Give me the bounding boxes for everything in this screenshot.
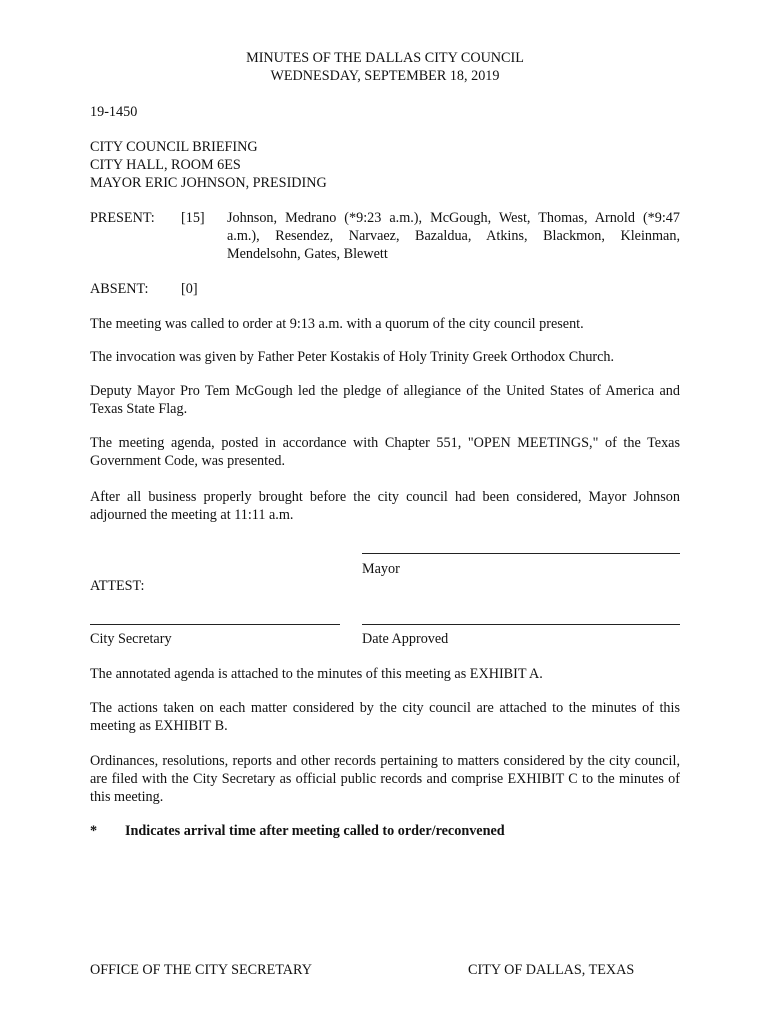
pledge-paragraph: Deputy Mayor Pro Tem McGough led the pledge of allegiance of the United States of America and Texas State Flag. [90, 383, 680, 417]
call-to-order-paragraph: The meeting was called to order at 9:13 a.m. with a quorum of the city council present. [90, 316, 584, 332]
exhibit-c-paragraph: Ordinances, resolutions, reports and other records pertaining to matters considered by the city council, are filed with the City Secretary as official public records and comprise EXHIBIT C to the minutes of this meeting. [90, 753, 680, 805]
invocation-paragraph: The invocation was given by Father Peter Kostakis of Holy Trinity Greek Orthodox Church. [90, 349, 615, 365]
absent-label: ABSENT: [90, 281, 149, 297]
date-approved-line [362, 624, 680, 625]
meeting-type: CITY COUNCIL BRIEFING [90, 139, 258, 155]
city-secretary-signature-line [90, 624, 340, 625]
meeting-location: CITY HALL, ROOM 6ES [90, 157, 241, 173]
mayor-signature-label: Mayor [362, 561, 400, 577]
footnote-text: Indicates arrival time after meeting called to order/reconvened [125, 823, 505, 839]
present-members: Johnson, Medrano (*9:23 a.m.), McGough, West, Thomas, Arnold (*9:47 a.m.), Resendez, Narvaez, Bazaldua, Atkins, Blackmon, Kleinman, Mendelsohn, Gates, Blewett [227, 210, 680, 262]
exhibit-a-paragraph: The annotated agenda is attached to the minutes of this meeting as EXHIBIT A. [90, 666, 543, 682]
present-label: PRESENT: [90, 210, 155, 226]
city-secretary-label: City Secretary [90, 631, 172, 647]
footer-office: OFFICE OF THE CITY SECRETARY [90, 962, 312, 978]
absent-count: [0] [181, 281, 198, 297]
item-number: 19-1450 [90, 104, 138, 120]
footer-city: CITY OF DALLAS, TEXAS [468, 962, 635, 978]
exhibit-b-paragraph: The actions taken on each matter considered by the city council are attached to the minutes of this meeting as EXHIBIT B. [90, 700, 680, 734]
present-count: [15] [181, 210, 205, 226]
mayor-signature-line [362, 553, 680, 554]
date-approved-label: Date Approved [362, 631, 449, 647]
meeting-date: WEDNESDAY, SEPTEMBER 18, 2019 [270, 68, 500, 84]
attest-label: ATTEST: [90, 578, 145, 594]
footnote-marker: * [90, 823, 98, 839]
document-title: MINUTES OF THE DALLAS CITY COUNCIL [246, 50, 524, 66]
presiding-officer: MAYOR ERIC JOHNSON, PRESIDING [90, 175, 327, 191]
adjournment-paragraph: After all business properly brought before the city council had been considered, Mayor Johnson adjourned the meeting at 11:11 a.m. [90, 489, 680, 523]
agenda-paragraph: The meeting agenda, posted in accordance with Chapter 551, "OPEN MEETINGS," of the Texas Government Code, was presented. [90, 435, 680, 469]
